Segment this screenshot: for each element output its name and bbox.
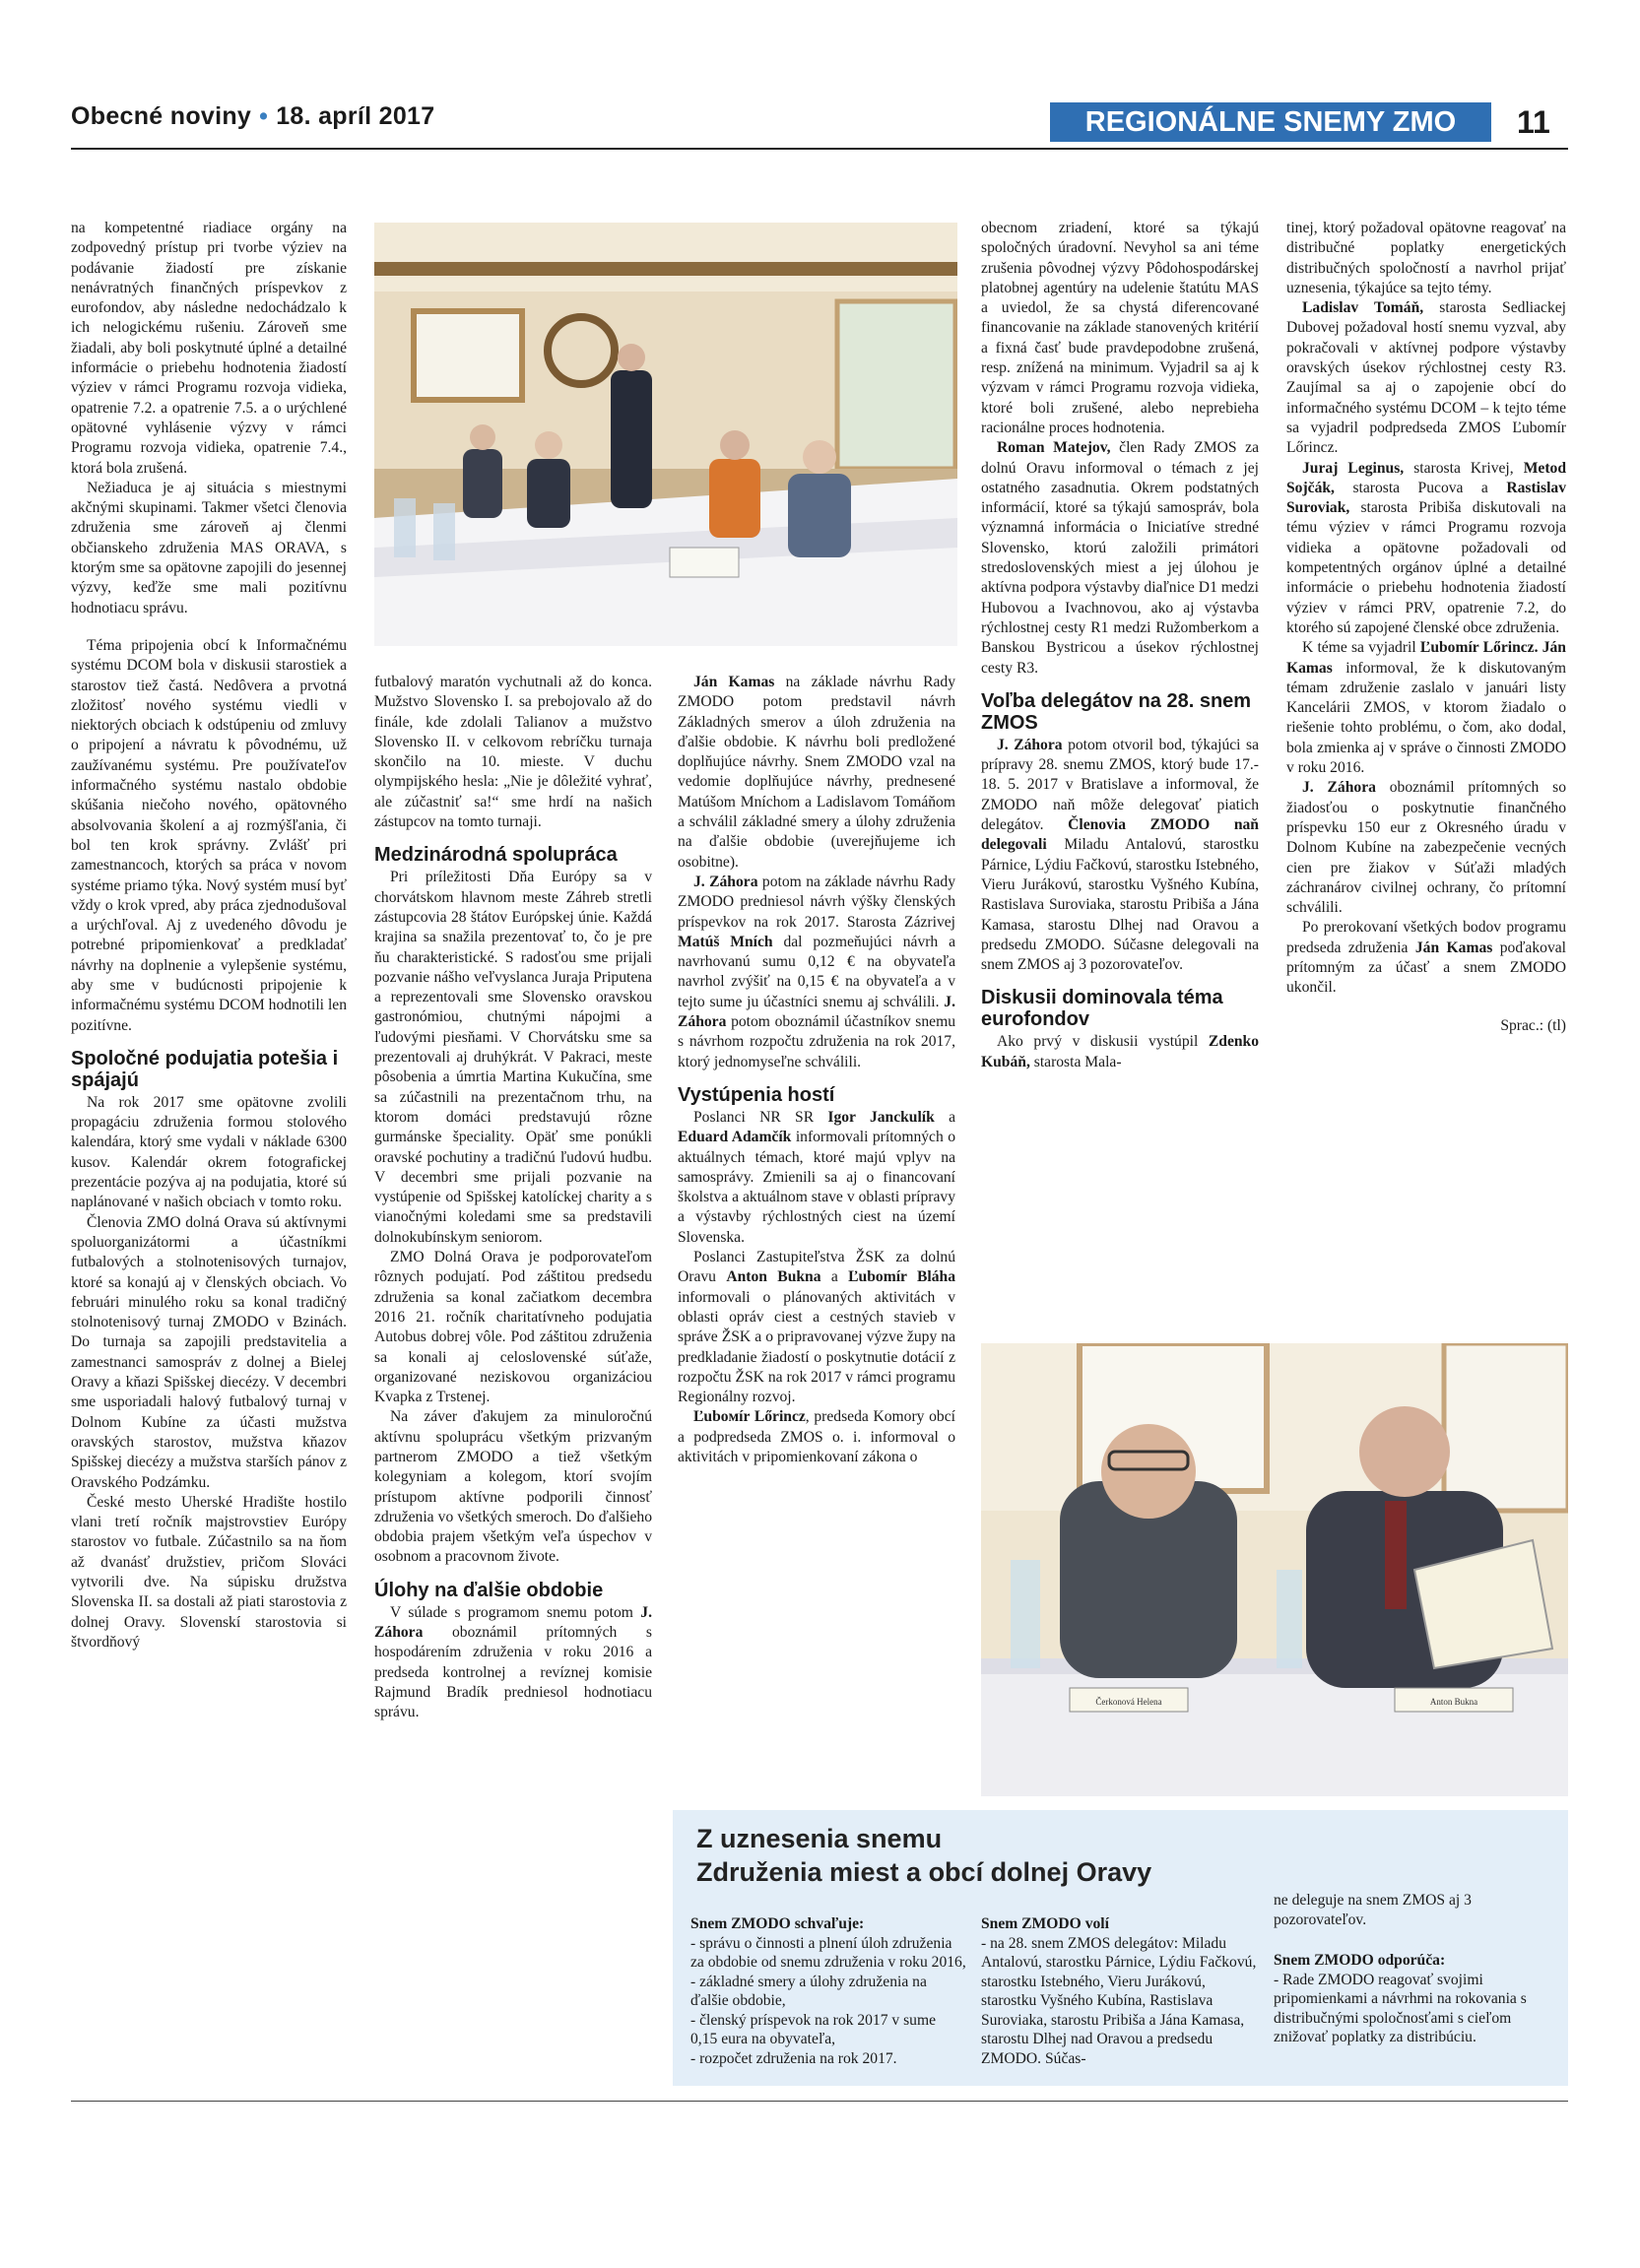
paragraph: obecnom zriadení, ktoré sa týkajú spoločných úradovní. Nevyhol sa ani téme zrušenia pôvodnej výzvy Pôdohospodárskej platobnej agentúry na udelenie štatútu MAS a uviedol, že sa chystá diferencované financovanie na základe stanovených kritérií a fixná časť bude pravdepodobne zrušená, resp. znížená na minimum. Vyjadril sa aj k výzvam v rámci Programu rozvoja vidieka, ktoré boli zrušené, alebo neprebieha racionálne proces hodnotenia.: [981, 220, 1259, 436]
paragraph: J. Záhora potom na základe návrhu Rady ZMODO predniesol návrh výšky členských príspevkov na rok 2017. Starosta Zázrivej Matúš Mních dal pozmeňujúci návrh a navrhovanú sumu 0,12 € na obyvateľa navrhol zvýšiť na 0,15 € na obyvateľa a v tejto sume ju účastníci snemu aj schválili. J. Záhora potom oboznámil účastníkov snemu s návrhom rozpočtu združenia na rok 2017, ktorý jednomyseľne schválili.: [678, 873, 955, 1070]
paragraph: J. Záhora oboznámil prítomných so žiadosťou o poskytnutie finančného príspevku 150 eur z Okresného úradu v Dolnom Kubíne na zabezpečenie vecných cien pre žiakov v Súťaži mladých záchranárov civilnej ochrany, čo prítomní schválili.: [1286, 779, 1566, 917]
section-banner: REGIONÁLNE SNEMY ZMO: [1050, 102, 1491, 142]
paragraph: Pri príležitosti Dňa Európy sa v chorvátskom hlavnom meste Záhreb stretli zástupcovia 28 štátov Európskej únie. Každá krajina sa snažila prezentovať to, čo je pre ňu charakteristické. S radosťou sme prijali pozvanie nášho veľvyslanca Juraja Priputena a reprezentovali sme Slovensko oravskou gastronómiou, chutnými nápojmi a ľudovými piesňami. V Chorvátsku sme sa prezentovali aj druhýkrát. V Pakraci, meste pôsobenia a úmrtia Martina Kukučína, sme sa zúčastnili na prezentačnom trhu, na ktorom domáci predstavujú rôzne gurmánske špeciality. Opäť sme ponúkli oravské pochutiny a tradičnú ľudovú hudbu. V decembri sme prijali pozvanie na vystúpenie od Spišskej katolíckej charity a s vianočnými koledami sme sa predstavili dolnokubínskym seniorom.: [374, 869, 652, 1246]
paragraph: Poslanci Zastupiteľstva ŽSK za dolnú Oravu Anton Bukna a Ľubomír Bláha informovali o plánovaných aktivitách v oblasti opráv ciest a cestných stavieb v správe ŽSK a o pripravovanej výzve župy na predkladanie žiadostí o poskytnutie dotácií z rozpočtu ŽSK na rok 2017 v rámci programu Regionálny rozvoj.: [678, 1249, 956, 1406]
list-item: - členský príspevok na rok 2017 v sume 0,15 eura na obyvateľa,: [690, 2011, 937, 2047]
paragraph: České mesto Uherské Hradište hostilo vlani tretí ročník majstrovstiev Európy starostov vo futbale. Zúčastnilo sa na ňom až dvanásť družstiev, pričom Slováci vytvorili dve. Na súpisku družstva Slovenska II. sa dostali až piati starostovia z dolnej Oravy. Slovenskí starostovia si štvordňový: [71, 1493, 347, 1651]
paragraph: ZMO Dolná Orava je podporovateľom rôznych podujatí. Pod záštitou predsedu združenia sa konal začiatkom decembra 2016 21. ročník charitatívneho podujatia Autobus dobrej vôle. Pod záštitou združenia sa konali aj celoslovenské súťaže, organizované neziskovou organizáciou Kvapka z Trstenej.: [374, 1249, 652, 1406]
subheading: Medzinárodná spolupráca: [374, 844, 618, 867]
paragraph: Roman Matejov, člen Rady ZMOS za dolnú Oravu informoval o témach z jej ostatného zasadnutia. Okrem podstatných informácií, ktoré sa týkajú samospráv, bola významná informácia o Iniciatíve stredné Slovensko, ktorú založili primátori stredoslovenských miest a jej úlohou je aktívna podpora výstavby diaľnice D1 medzi Hubovou a Ivachnovou, ako aj výstavba rýchlostnej cesty R1 medzi Ružomberkom a Banskou Bystricou a úsekov rýchlostnej cesty R3.: [981, 439, 1260, 677]
list-item: - správu o činnosti a plnení úloh združenia za obdobie od snemu združenia v roku 2016,: [690, 1934, 966, 1971]
paragraph: Na záver ďakujem za minuloročnú aktívnu spoluprácu všetkým prizvaným partnerom ZMODO a tiež všetkým kolegyniam a kolegom, ktorí svojím prístupom aktívne podporili činnosť združenia vo všetkých smeroch. Do ďalšieho obdobia prajem všetkým veľa úspechov v osobnom a pracovnom živote.: [374, 1408, 652, 1566]
box-label: Snem ZMODO schvaľuje:: [690, 1915, 865, 1932]
column-1: [71, 219, 347, 1652]
paragraph: Ladislav Tomáň, starosta Sedliackej Dubovej požadoval hostí snemu vyzval, aby pokračovali v aktívnej podpore výstavby oravských úsekov rýchlostnej cesty R3. Zaujímal sa aj o zapojenie obcí do informačného systému DCOM – k tejto téme sa vyjadril podpredseda ZMOS Ľubomír Lőrincz.: [1286, 299, 1567, 457]
subheading: Úlohy na ďalšie obdobie: [374, 1579, 604, 1601]
column-5: [1286, 219, 1566, 1036]
paragraph: K téme sa vyjadril Ľubomír Lőrincz. Ján Kamas informoval, že k diskutovaným témam združenie zaslalo v januári listy Kancelárii ZMOS, v ktorom žiadalo o riešenie tohto problému, o čom, ako dodal, bola zmienka aj v správe o činnosti ZMODO v roku 2016.: [1286, 639, 1566, 777]
paragraph: Na rok 2017 sme opätovne zvolili propagáciu združenia formou stolového kalendára, ktorý sme vydali v náklade 6300 kusov. Kalendár okrem fotografickej prezentácie pozýva aj na podujatia, ktoré sú naplánované v našich obciach v tomto roku.: [71, 1093, 347, 1211]
list-item: - rozpočet združenia na rok 2017.: [690, 2049, 897, 2067]
paragraph: Poslanci NR SR Igor Janckulík a Eduard Adamčík informovali prítomných o aktuálnych témach, ktoré majú vplyv na samosprávy. Zmienili sa aj o financovaní školstva a aktuálnom stave v oblasti prípravy a výstavby rýchlostných ciest na území Slovenska.: [678, 1108, 955, 1246]
publication-name: Obecné noviny: [71, 102, 252, 130]
column-3: [678, 673, 955, 1467]
box-label: Snem ZMODO odporúča:: [1274, 1952, 1446, 1969]
box-label: Snem ZMODO volí: [981, 1915, 1109, 1932]
list-item: - na 28. snem ZMOS delegátov: Miladu Antalovú, starostku Párnice, Lýdiu Fačkovú, starostku Istebného, Vieru Jurákovú, starostku Vyšného Kubína, Rastislava Suroviaka, starostu Pribiša a Jána Kamasa, starostu Dlhej nad Oravou a predsedu ZMODO. Súčas-: [981, 1934, 1257, 2067]
masthead: [71, 102, 434, 131]
box-title: Z uznesenia snemu Združenia miest a obcí dolnej Oravy: [696, 1824, 1152, 1887]
paragraph: Po prerokovaní všetkých bodov programu predseda združenia Ján Kamas poďakoval prítomným za účasť a snem ZMODO ukončil.: [1286, 919, 1566, 997]
box-text: ne deleguje na snem ZMOS aj 3 pozorovateľov.: [1274, 1892, 1472, 1928]
name-placard-left: Čerkonová Helena: [1095, 1697, 1162, 1707]
paragraph: Členovia ZMO dolná Orava sú aktívnymi spoluorganizátormi a účastníkmi futbalových a stolnotenisových turnajov, ktoré sa konajú aj v členských obciach. Vo februári minulého roku sa konal tradičný stolnotenisový turnaj ZMODO v Bzinách. Do turnaja sa zapojili predstavitelia a zamestnanci samospráv z dolnej a Bielej Oravy a kňazi Spišskej diecézy. V decembri sme usporiadali halový futbalový turnaj v Dolnom Kubíne za účasti mužstva oravských starostov, mužstva kňazov Spišskej diecézy a mužstva starších pánov z Oravského Podzámku.: [71, 1213, 347, 1491]
subheading: Vystúpenia hostí: [678, 1083, 835, 1106]
paragraph: J. Záhora potom otvoril bod, týkajúci sa prípravy 28. snemu ZMOS, ktorý bude 17.- 18. 5. 2017 v Bratislave a informoval, že ZMODO naň môže delegovať piatich delegátov. Členovia ZMODO naň delegovali Miladu Antalovú, starostku Párnice, Lýdiu Fačkovú, starostku Istebného, Vieru Jurákovú, starostku Vyšného Kubína, Rastislava Suroviaka, starostu Pribiša a Jána Kamasa, starostu Dlhej nad Oravou a predsedu ZMODO. Súčasne delegovali na snem ZMOS aj 3 pozorovateľov.: [981, 736, 1259, 974]
separator-dot: •: [259, 102, 269, 130]
list-item: - základné smery a úlohy združenia na ďalšie obdobie,: [690, 1973, 927, 2009]
subheading: Voľba delegátov na 28. snem ZMOS: [981, 689, 1252, 734]
page-number: 11: [1517, 104, 1550, 140]
paragraph: Ľuboмír Lőrincz, predseda Komory obcí a podpredseda ZMOS o. i. informoval o aktivitách v pripomienkovaní zákona o: [678, 1408, 955, 1465]
paragraph: tinej, ktorý požadoval opätovne reagovať na distribučné poplatky energetických distribučných spoločností a navrhol prijať uznesenia, týkajúce sa tejto témy.: [1286, 220, 1566, 296]
paragraph: Juraj Leginus, starosta Krivej, Metod Sojčák, starosta Pucova a Rastislav Suroviak, starosta Pribiša diskutovali na tému výziev v rámci Programu rozvoja vidieka a opätovne požadovali od kompetentných orgánov úplné a detailné informácie o priebehu hodnotenia žiadostí výziev v rámci PRV, opatrenie 7.2, do ktorého sú zapojené členské obce združenia.: [1286, 459, 1566, 636]
paragraph: Téma pripojenia obcí k Informačnému systému DCOM bola v diskusii starostiek a starostov tiež častá. Nedôvera a prvotná zložitosť nového systému viedli v niektorých obciach k odstúpeniu od zmluvy o pripojení a návratu k pôvodnému, už zaužívanému systému. Pre používateľov informačného systému nastalo obdobie skúšania niečoho nového, opätovného absolvovania školení a aj rozmýšľania, či bol ten krok správny. Zvlášť pri zamestnancoch, ktorých sa práca v novom systéme priamo týka. Nový systém musí byť vždy o krok vpred, aby práca zjednodušoval a urýchľoval. Aj z uvedeného dôvodu je potrebné pripomienkovať a predkladať návrhy na doplnenie a vylepšenie systému, aby sme v budúcnosti pripojenie k informačnému systému DCOM hodnotili len pozitívne.: [71, 636, 347, 1034]
box-column-approves: [690, 1914, 966, 2068]
subheading: Spoločné podujatia potešia i spájajú: [71, 1047, 339, 1091]
photo-meeting-podium: [374, 223, 957, 646]
column-4: [981, 219, 1259, 1072]
name-placard-right: Anton Bukna: [1429, 1697, 1478, 1707]
resolutions-box: [673, 1810, 1568, 2086]
box-column-elects: [981, 1914, 1257, 2068]
paragraph: Ján Kamas na základe návrhu Rady ZMODO potom predstavil návrh Základných smerov a úloh združenia na ďalšie obdobie. K návrhu boli predložené doplňujúce návrhy. Snem ZMODO vzal na vedomie doplňujúce návrhy, prednesené Matúšom Mníchom a Ladislavom Tomáňom a schválil základné smery a úlohy združenia na ďalšie obdobie (uverejňujeme ich osobitne).: [678, 674, 955, 871]
paragraph: futbalový maratón vychutnali až do konca. Mužstvo Slovensko I. sa prebojovalo až do finále, kde zdolali Talianov a mužstvo Slovensko II. v celkovom rebríčku turnaja skončilo na 10. mieste. V duchu olympijského hesla: „Nie je dôležité vyhrať, ale zúčastniť sa!“ sme hrdí na našich zástupcov na tomto turnaji.: [374, 674, 652, 831]
paragraph: Nežiaduca je aj situácia s miestnymi akčnými skupinami. Takmer všetci členovia združenia sme zároveň aj členmi občianskeho združenia MAS ORAVA, s ktorým sme sa opätovne zapojili do jesennej výzvy, keďže sme mali pozitívnu hodnotiacu správu.: [71, 479, 347, 616]
paragraph: Ako prvý v diskusii vystúpil Zdenko Kubáň, starosta Mala-: [981, 1033, 1260, 1070]
footer-rule: [71, 2101, 1568, 2102]
header-rule: [71, 148, 1568, 150]
issue-date: 18. apríl 2017: [276, 102, 435, 130]
box-column-recommends: [1274, 1891, 1551, 2047]
subheading: Diskusii dominovala téma eurofondov: [981, 987, 1223, 1031]
paragraph: na kompetentné riadiace orgány na zodpovedný prístup pri tvorbe výziev na podávanie žiadostí pre získanie nenávratných finančných príspevkov z eurofondov, aby následne nedochádzalo k ich nelogickému rušeniu. Zároveň sme žiadali, aby boli poskytnuté úplné a detailné informácie o priebehu hodnotenia žiadostí výziev v rámci Programu rozvoja vidieka, opatrenie 7.2. a opatrenie 7.5. a o urýchlené opätovné vyhlásenie výzvy v rámci Programu rozvoja vidieka, opatrenie 7.4., ktorá bola zrušená.: [71, 220, 347, 477]
photo-two-delegates: [981, 1343, 1568, 1796]
column-2: [374, 673, 652, 1723]
paragraph: V súlade s programom snemu potom J. Záhora oboznámil prítomných s hospodárením združenia v roku 2016 a predseda kontrolnej a revíznej komisie Rajmund Bradík predniesol hodnotiacu správu.: [374, 1603, 652, 1721]
byline: Sprac.: (tl): [1500, 1016, 1566, 1034]
list-item: - Rade ZMODO reagovať svojimi pripomienkami a návrhmi na rokovania s distribučnými spoločnosťami s cieľom znižovať poplatky za distribúciu.: [1274, 1971, 1527, 2045]
